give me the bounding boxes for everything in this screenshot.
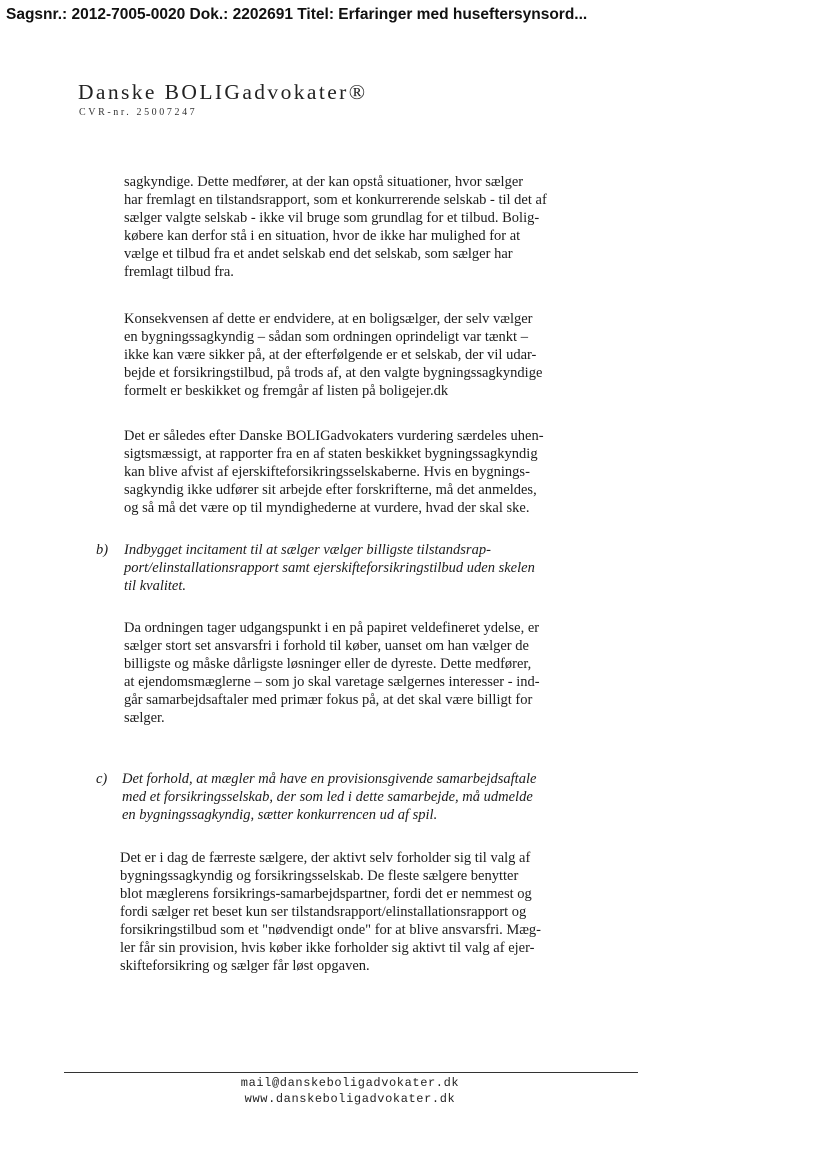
footer-email: mail@danskeboligadvokater.dk	[240, 1076, 460, 1090]
text-line: bejde et forsikringstilbud, på trods af, at den valgte bygningssagkyndige	[124, 365, 543, 381]
cvr-number: CVR-nr. 25007247	[79, 107, 198, 118]
text-line: sælger stort set ansvarsfri i forhold til køber, uanset om han vælger de	[124, 638, 529, 654]
case-header: Sagsnr.: 2012-7005-0020 Dok.: 2202691 Titel: Erfaringer med huseftersynsord...	[6, 6, 588, 23]
text-line: sagkyndig ikke udfører sit arbejde efter forskrifterne, må det anmeldes,	[124, 482, 537, 498]
text-line: Det er således efter Danske BOLIGadvokaters vurdering særdeles uhen-	[124, 428, 544, 444]
text-line: blot mæglerens forsikrings-samarbejdspartner, fordi det er nemmest og	[120, 886, 532, 902]
text-line: og så må det være op til myndighederne at vurdere, hvad der skal ske.	[124, 500, 530, 516]
item-c-letter: c)	[96, 771, 108, 787]
text-line: en bygningssagkyndig, sætter konkurrencen ud af spil.	[122, 807, 438, 823]
text-line: ikke kan være sikker på, at der efterfølgende er et selskab, der vil udar-	[124, 347, 537, 363]
text-line: sælger.	[124, 710, 165, 726]
text-line: ler får sin provision, hvis køber ikke forholder sig aktivt til valg af ejer-	[120, 940, 535, 956]
paragraph-2	[124, 310, 542, 400]
text-line: forsikringstilbud som et "nødvendigt onde" for at blive ansvarsfri. Mæg-	[120, 922, 541, 938]
footer-website: www.danskeboligadvokater.dk	[244, 1092, 456, 1106]
text-line: Det er i dag de færreste sælgere, der aktivt selv forholder sig til valg af	[120, 850, 531, 866]
text-line: skifteforsikring og sælger får løst opgaven.	[120, 958, 370, 974]
text-line: en bygningssagkyndig – sådan som ordningen oprindeligt var tænkt –	[124, 329, 528, 345]
text-line: Det forhold, at mægler må have en provisionsgivende samarbejdsaftale	[122, 771, 537, 787]
text-line: Indbygget incitament til at sælger vælger billigste tilstandsrap-	[124, 542, 491, 558]
text-line: har fremlagt en tilstandsrapport, som et konkurrerende selskab - til det af	[124, 192, 547, 208]
item-b-letter: b)	[96, 542, 109, 558]
paragraph-1	[124, 173, 547, 281]
text-line: Konsekvensen af dette er endvidere, at en boligsælger, der selv vælger	[124, 311, 533, 327]
text-line: kan blive afvist af ejerskifteforsikringsselskaberne. Hvis en bygnings-	[124, 464, 530, 480]
item-c-heading	[122, 770, 536, 824]
item-c-body	[120, 849, 541, 975]
text-line: købere kan derfor stå i en situation, hvor de ikke har mulighed for at	[124, 228, 521, 244]
text-line: bygningssagkyndig og forsikringsselskab. De fleste sælgere benytter	[120, 868, 519, 884]
text-line: formelt er beskikket og fremgår af listen på boligejer.dk	[124, 383, 449, 399]
text-line: sagkyndige. Dette medfører, at der kan opstå situationer, hvor sælger	[124, 174, 524, 190]
text-line: Da ordningen tager udgangspunkt i en på papiret veldefineret ydelse, er	[124, 620, 540, 636]
firm-name: Danske BOLIGadvokater®	[78, 80, 368, 104]
text-line: med et forsikringsselskab, der som led i dette samarbejde, må udmelde	[122, 789, 533, 805]
text-line: port/elinstallationsrapport samt ejerskifteforsikringstilbud uden skelen	[124, 560, 535, 576]
item-b-body	[124, 619, 540, 727]
text-line: til kvalitet.	[124, 578, 187, 594]
footer-divider	[64, 1072, 638, 1073]
text-line: billigste og måske dårligste løsninger eller de dyreste. Dette medfører,	[124, 656, 532, 672]
item-b-heading	[124, 541, 535, 595]
text-line: fremlagt tilbud fra.	[124, 264, 234, 280]
text-line: sigtsmæssigt, at rapporter fra en af staten beskikket bygningssagkyndig	[124, 446, 538, 462]
text-line: fordi sælger ret beset kun ser tilstandsrapport/elinstallationsrapport og	[120, 904, 527, 920]
text-line: går samarbejdsaftaler med primær fokus på, at det skal være billigt for	[124, 692, 533, 708]
paragraph-3	[124, 427, 544, 517]
text-line: at ejendomsmæglerne – som jo skal varetage sælgernes interesser - ind-	[124, 674, 540, 690]
text-line: sælger valgte selskab - ikke vil bruge som grundlag for et tilbud. Bolig-	[124, 210, 540, 226]
text-line: vælge et tilbud fra et andet selskab end det selskab, som sælger har	[124, 246, 513, 262]
